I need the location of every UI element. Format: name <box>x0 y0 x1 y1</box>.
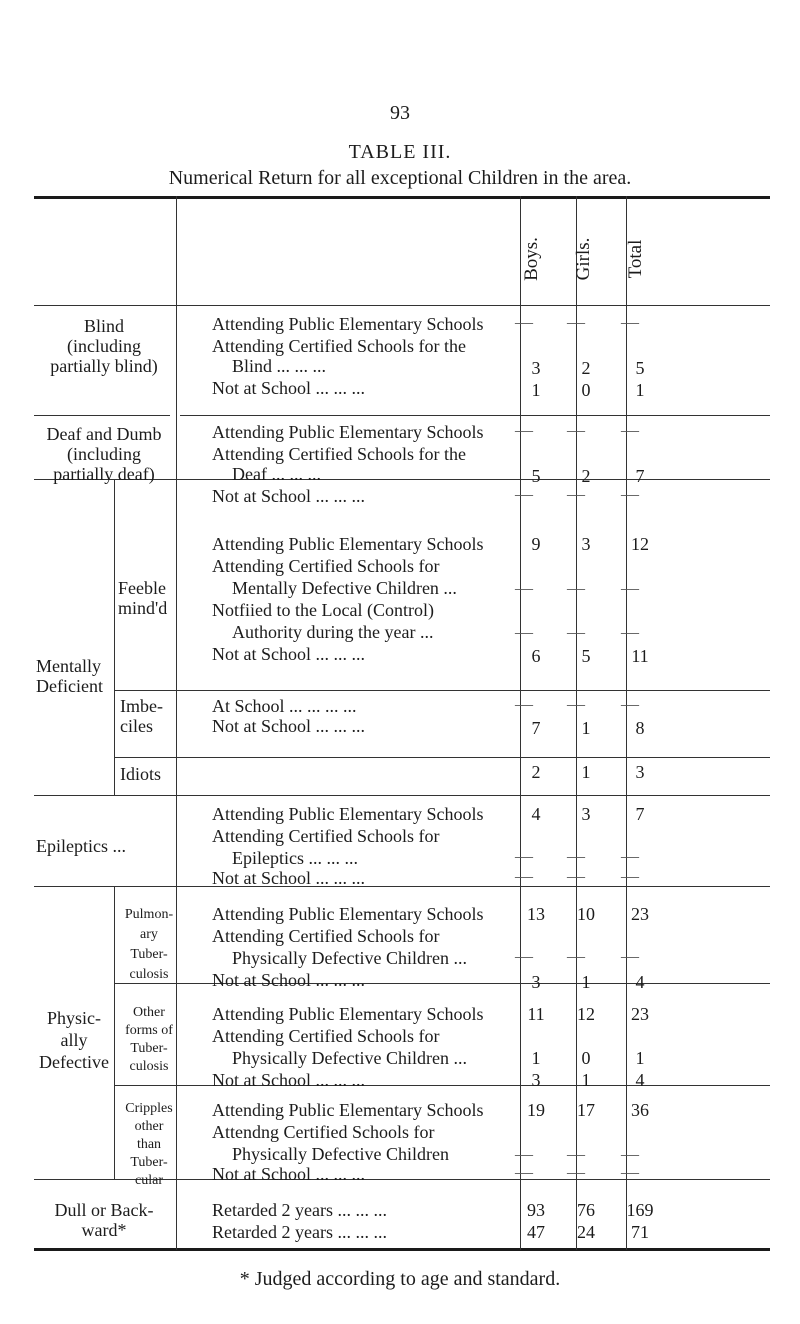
row-epi-3-desc: Not at School ... ... ... <box>212 868 365 888</box>
row-deaf-2-desc-line1: Attending Certified Schools for the <box>212 444 466 464</box>
row-feeble-1-boys: 9 <box>531 534 541 554</box>
row-epi-3-boys: — <box>515 866 533 886</box>
rule-mental <box>34 795 770 796</box>
row-crip-2-girls: — <box>567 1144 585 1164</box>
bottom-rule <box>34 1248 770 1251</box>
row-pulm-3-boys: 3 <box>531 972 541 992</box>
group-mental-line1: Mentally <box>36 656 101 676</box>
subgroup-other-forms-line1: Other <box>133 1005 165 1020</box>
row-imbe-1-girls: — <box>567 694 585 714</box>
col-header-total: Total <box>625 239 646 279</box>
row-feeble-4-boys: 6 <box>531 646 541 666</box>
row-epi-2-boys: — <box>515 846 533 866</box>
row-pulm-2-boys: — <box>515 946 533 966</box>
row-crip-2-total: — <box>621 1144 639 1164</box>
group-deaf-line3: partially deaf) <box>53 464 155 484</box>
row-idiots-boys: 2 <box>531 762 541 782</box>
row-epi-2-total: — <box>621 846 639 866</box>
row-other-3-desc: Not at School ... ... ... <box>212 1070 365 1090</box>
row-other-2-desc-line1: Attending Certified Schools for <box>212 1026 440 1046</box>
row-crip-1-desc: Attending Public Elementary Schools <box>212 1100 484 1120</box>
col-header-boys: Boys. <box>521 237 542 281</box>
subgroup-feeble-line1: Feeble <box>118 578 166 598</box>
row-imbe-2-boys: 7 <box>531 718 541 738</box>
subgroup-cripples-line2: other <box>134 1119 164 1134</box>
col-header-girls: Girls. <box>573 237 594 281</box>
row-other-2-girls: 0 <box>581 1048 591 1068</box>
row-other-2-total: 1 <box>635 1048 645 1068</box>
subgroup-cripples-line4: Tuber- <box>130 1155 168 1170</box>
row-feeble-2-desc-line2: Mentally Defective Children ... <box>232 578 457 598</box>
row-imbe-2-total: 8 <box>635 718 645 738</box>
subgroup-cripples-line5: cular <box>135 1173 163 1188</box>
row-crip-1-boys: 19 <box>527 1100 545 1120</box>
subgroup-idiots: Idiots <box>120 764 162 784</box>
table-title: TABLE III. <box>348 141 452 163</box>
row-feeble-3-girls: — <box>567 622 585 642</box>
row-deaf-1-girls: — <box>567 420 585 440</box>
row-other-2-boys: 1 <box>531 1048 541 1068</box>
row-epi-3-girls: — <box>567 866 585 886</box>
group-dull-line2: ward* <box>81 1220 127 1240</box>
row-epi-2-girls: — <box>567 846 585 866</box>
group-blind-line1: Blind <box>83 316 124 336</box>
row-epi-1-total: 7 <box>635 804 645 824</box>
sub-rule-mental <box>114 479 115 795</box>
row-feeble-3-desc-line2: Authority during the year ... <box>232 622 434 642</box>
group-dull-line1: Dull or Back- <box>54 1200 154 1220</box>
row-feeble-2-total: — <box>621 578 639 598</box>
table-subtitle: Numerical Return for all exceptional Children in the area. <box>168 167 632 189</box>
row-blind-1-total: — <box>621 312 639 332</box>
row-other-3-boys: 3 <box>531 1070 541 1090</box>
group-blind-line3: partially blind) <box>50 356 158 376</box>
subgroup-pulmonary-line1: Pulmon- <box>124 907 174 922</box>
row-deaf-1-boys: — <box>515 420 533 440</box>
row-blind-3-girls: 0 <box>581 380 591 400</box>
row-blind-1-girls: — <box>567 312 585 332</box>
row-blind-2-desc-line1: Attending Certified Schools for the <box>212 336 466 356</box>
row-other-1-girls: 12 <box>577 1004 595 1024</box>
row-feeble-3-desc-line1: Notfiied to the Local (Control) <box>212 600 434 620</box>
row-deaf-2-total: 7 <box>635 466 645 486</box>
subgroup-feeble-line2: mind'd <box>118 598 168 618</box>
row-feeble-1-girls: 3 <box>581 534 591 554</box>
row-deaf-3-girls: — <box>567 484 585 504</box>
group-physical-line1: Physic- <box>47 1008 101 1028</box>
row-blind-2-girls: 2 <box>581 358 591 378</box>
row-dull-1-desc: Retarded 2 years ... ... ... <box>212 1200 387 1220</box>
row-blind-1-desc: Attending Public Elementary Schools <box>212 314 484 334</box>
subgroup-imbeciles-line1: Imbe- <box>120 696 163 716</box>
subgroup-pulmonary-line4: culosis <box>129 967 169 982</box>
row-feeble-1-total: 12 <box>631 534 649 554</box>
group-physical-line3: Defective <box>39 1052 109 1072</box>
page-number: 93 <box>390 102 410 124</box>
row-pulm-1-boys: 13 <box>527 904 545 924</box>
subgroup-imbeciles-line2: ciles <box>120 716 153 736</box>
row-feeble-2-girls: — <box>567 578 585 598</box>
row-blind-2-boys: 3 <box>531 358 541 378</box>
row-feeble-2-desc-line1: Attending Certified Schools for <box>212 556 440 576</box>
row-crip-3-desc: Not at School ... ... ... <box>212 1164 365 1184</box>
row-dull-1-total: 169 <box>626 1200 654 1220</box>
rule-feeble <box>114 690 770 691</box>
row-pulm-3-desc: Not at School ... ... ... <box>212 970 365 990</box>
row-epi-2-desc-line2: Epileptics ... ... ... <box>232 848 358 868</box>
row-crip-1-girls: 17 <box>577 1100 595 1120</box>
subgroup-pulmonary-line2: ary <box>140 927 158 942</box>
top-rule <box>34 196 770 199</box>
row-deaf-3-boys: — <box>515 484 533 504</box>
subgroup-cripples-line3: than <box>136 1137 162 1152</box>
row-crip-1-total: 36 <box>631 1100 649 1120</box>
row-dull-2-total: 71 <box>631 1222 649 1242</box>
row-other-1-desc: Attending Public Elementary Schools <box>212 1004 484 1024</box>
group-deaf-line1: Deaf and Dumb <box>46 424 162 444</box>
row-deaf-2-girls: 2 <box>581 466 591 486</box>
row-blind-3-desc: Not at School ... ... ... <box>212 378 365 398</box>
row-pulm-3-total: 4 <box>635 972 645 992</box>
row-other-3-girls: 1 <box>581 1070 591 1090</box>
row-imbe-1-boys: — <box>515 694 533 714</box>
row-blind-2-desc-line2: Blind ... ... ... <box>232 356 327 376</box>
row-imbe-1-total: — <box>621 694 639 714</box>
group-blind-line2: (including <box>67 336 141 356</box>
rule-blind-left <box>34 415 170 416</box>
row-blind-1-boys: — <box>515 312 533 332</box>
row-epi-1-desc: Attending Public Elementary Schools <box>212 804 484 824</box>
row-pulm-3-girls: 1 <box>581 972 591 992</box>
row-imbe-2-girls: 1 <box>581 718 591 738</box>
row-epi-2-desc-line1: Attending Certified Schools for <box>212 826 440 846</box>
row-imbe-1-desc: At School ... ... ... ... <box>212 696 357 716</box>
subgroup-other-forms-line4: culosis <box>129 1059 169 1074</box>
row-feeble-2-boys: — <box>515 578 533 598</box>
row-pulm-2-girls: — <box>567 946 585 966</box>
row-dull-1-boys: 93 <box>527 1200 545 1220</box>
row-blind-3-total: 1 <box>635 380 645 400</box>
row-pulm-2-desc-line2: Physically Defective Children ... <box>232 948 467 968</box>
row-deaf-2-desc-line2: Deaf ... ... ... <box>232 464 321 484</box>
row-feeble-1-desc: Attending Public Elementary Schools <box>212 534 484 554</box>
row-epi-1-boys: 4 <box>531 804 541 824</box>
row-dull-2-desc: Retarded 2 years ... ... ... <box>212 1222 387 1242</box>
row-deaf-1-total: — <box>621 420 639 440</box>
subgroup-cripples-line1: Cripples <box>125 1101 173 1116</box>
row-crip-3-total: — <box>621 1162 639 1182</box>
rule-imbeciles <box>114 757 770 758</box>
row-epi-1-girls: 3 <box>581 804 591 824</box>
row-idiots-girls: 1 <box>581 762 591 782</box>
row-crip-2-boys: — <box>515 1144 533 1164</box>
row-pulm-1-total: 23 <box>631 904 649 924</box>
col-rule-desc <box>176 196 177 1250</box>
row-idiots-total: 3 <box>635 762 645 782</box>
footnote: * Judged according to age and standard. <box>239 1268 561 1290</box>
row-feeble-4-total: 11 <box>631 646 649 666</box>
row-other-1-boys: 11 <box>527 1004 545 1024</box>
row-other-3-total: 4 <box>635 1070 645 1090</box>
row-crip-3-girls: — <box>567 1162 585 1182</box>
row-blind-2-total: 5 <box>635 358 645 378</box>
group-deaf-line2: (including <box>67 444 141 464</box>
row-feeble-4-desc: Not at School ... ... ... <box>212 644 365 664</box>
row-crip-2-desc-line1: Attendng Certified Schools for <box>212 1122 435 1142</box>
subgroup-other-forms-line3: Tuber- <box>130 1041 168 1056</box>
subgroup-pulmonary-line3: Tuber- <box>130 947 168 962</box>
row-crip-3-boys: — <box>515 1162 533 1182</box>
row-deaf-3-desc: Not at School ... ... ... <box>212 486 365 506</box>
row-dull-2-boys: 47 <box>527 1222 545 1242</box>
rule-blind-right <box>180 415 770 416</box>
row-epi-3-total: — <box>621 866 639 886</box>
row-dull-1-girls: 76 <box>577 1200 595 1220</box>
row-deaf-3-total: — <box>621 484 639 504</box>
row-pulm-1-girls: 10 <box>577 904 595 924</box>
row-other-2-desc-line2: Physically Defective Children ... <box>232 1048 467 1068</box>
row-feeble-3-total: — <box>621 622 639 642</box>
row-deaf-1-desc: Attending Public Elementary Schools <box>212 422 484 442</box>
row-imbe-2-desc: Not at School ... ... ... <box>212 716 365 736</box>
row-pulm-2-desc-line1: Attending Certified Schools for <box>212 926 440 946</box>
header-rule <box>34 305 770 306</box>
group-epileptics: Epileptics ... <box>36 836 126 856</box>
row-feeble-3-boys: — <box>515 622 533 642</box>
row-deaf-2-boys: 5 <box>531 466 541 486</box>
row-pulm-1-desc: Attending Public Elementary Schools <box>212 904 484 924</box>
row-dull-2-girls: 24 <box>577 1222 595 1242</box>
group-physical-line2: ally <box>60 1030 88 1050</box>
subgroup-other-forms-line2: forms of <box>125 1023 173 1038</box>
row-pulm-2-total: — <box>621 946 639 966</box>
row-crip-2-desc-line2: Physically Defective Children <box>232 1144 449 1164</box>
row-feeble-4-girls: 5 <box>581 646 591 666</box>
group-mental-line2: Deficient <box>36 676 103 696</box>
row-other-1-total: 23 <box>631 1004 649 1024</box>
row-blind-3-boys: 1 <box>531 380 541 400</box>
